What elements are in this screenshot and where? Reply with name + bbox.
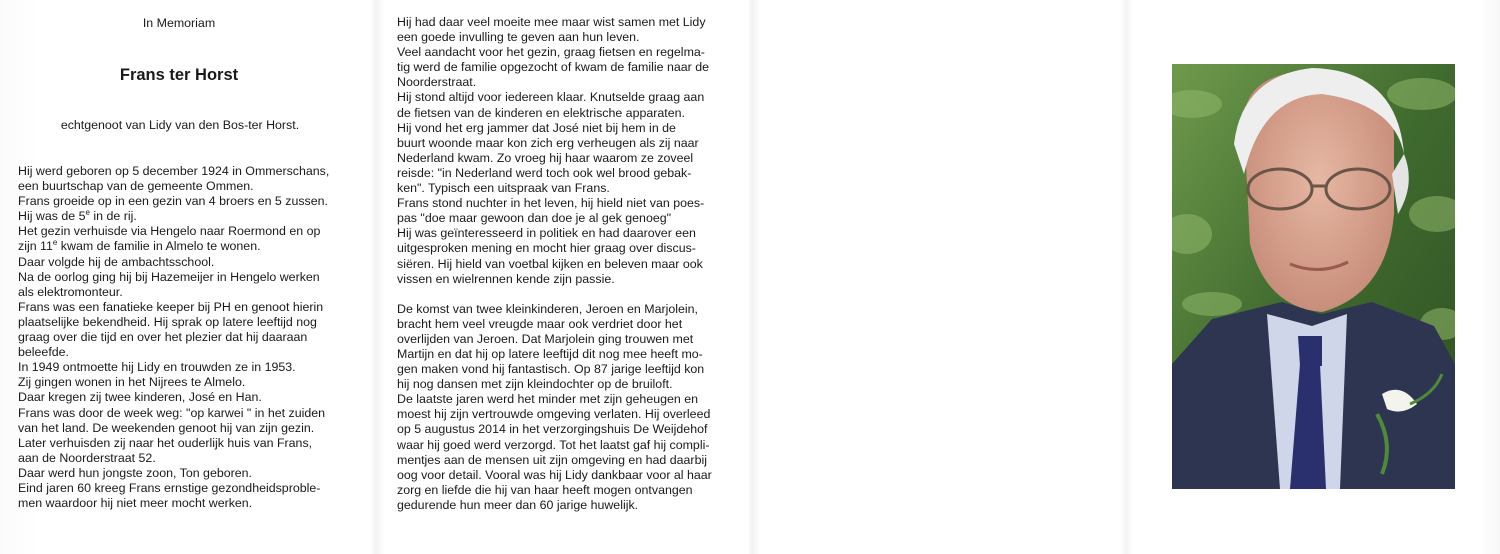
ordinal-suffix: e [85, 208, 90, 218]
text-line: Na de oorlog ging hij bij Hazemeijer in Hengelo werken [18, 269, 320, 284]
text-line: een buurtschap van de gemeente Ommen. [18, 179, 254, 194]
text-line: siëren. Hij hield van voetbal kijken en beleven maar ook [397, 256, 703, 271]
text-line: moest hij zijn vertrouwde omgeving verlaten. Hij overleed [397, 407, 711, 422]
deceased-name: Frans ter Horst [119, 66, 239, 84]
text-line: uitgesproken mening en mocht hier graag over discus- [397, 241, 696, 256]
text-line: mentjes aan de mensen uit zijn omgeving en had daarbij [397, 452, 707, 467]
text-line: als elektromonteur. [18, 284, 123, 299]
text-line: op 5 augustus 2014 in het verzorgingshuis De Weijdehof [397, 422, 708, 437]
text-line: Frans was een fanatieke keeper bij PH en genoot hierin [18, 299, 324, 314]
text-line: De laatste jaren werd het minder met zijn geheugen en [397, 392, 698, 407]
portrait-photo [1172, 64, 1455, 489]
in-memoriam-heading: In Memoriam [142, 16, 216, 30]
biography-column-1 [18, 164, 363, 511]
biography-column-2 [397, 15, 742, 513]
text-line: Frans stond nuchter in het leven, hij hield niet van poes- [397, 196, 705, 211]
text-line: Martijn en dat hij op latere leeftijd dit nog mee heeft mo- [397, 346, 703, 361]
text-line: een goede invulling te geven aan hun leven. [397, 30, 640, 45]
text-line: Daar volgde hij de ambachtsschool. [18, 254, 215, 269]
text-line: Hij vond het erg jammer dat José niet bij hem in de [397, 120, 676, 135]
text-line: Veel aandacht voor het gezin, graag fietsen en regelma- [397, 45, 705, 60]
text-fragment: kwam de familie in Almelo te wonen. [57, 239, 261, 254]
spouse-line: echtgenoot van Lidy van den Bos-ter Horst. [60, 118, 300, 132]
text-line: overlijden van Jeroen. Dat Marjolein ging trouwen met [397, 331, 694, 346]
text-line: ken". Typisch een uitspraak van Frans. [397, 181, 610, 196]
text-line: Frans groeide op in een gezin van 4 broers en 5 zussen. [18, 194, 328, 209]
text-line: Noorderstraat. [397, 75, 477, 90]
text-line: Later verhuisden zij naar het ouderlijk huis van Frans, [18, 435, 313, 450]
text-line: vissen en wielrennen kende zijn passie. [397, 271, 615, 286]
text-line: hij nog dansen met zijn kleindochter op de bruiloft. [397, 377, 673, 392]
text-line: gen maken vond hij fantastisch. Op 87 jarige leeftijd kon [397, 362, 705, 377]
text-line: de fietsen van de kinderen en elektrische apparaten. [397, 105, 685, 120]
text-line: van het land. De weekenden genoot hij van zijn gezin. [18, 420, 315, 435]
text-line: Daar werd hun jongste zoon, Ton geboren. [18, 465, 252, 480]
text-line: pas "doe maar gewoon dan doe je al gek genoeg" [397, 211, 672, 226]
text-line: Hij was geïnteresseerd in politiek en had daarover een [397, 226, 696, 241]
text-line: Nederland kwam. Zo vroeg hij haar waarom ze zoveel [397, 150, 694, 165]
text-line: Daar kregen zij twee kinderen, José en Han. [18, 390, 262, 405]
text-line: Het gezin verhuisde via Hengelo naar Roermond en op [18, 224, 321, 239]
text-line: zorg en liefde die hij van haar heeft mogen ontvangen [397, 482, 693, 497]
text-fragment: in de rij. [89, 209, 137, 224]
text-line: plaatselijke bekendheid. Hij sprak op latere leeftijd nog [18, 314, 317, 329]
text-line: graag over die tijd en over het plezier dat hij daaraan [18, 330, 308, 345]
text-line-fifth [18, 209, 363, 224]
text-line: oog voor detail. Vooral was hij Lidy dankbaar voor al haar [397, 467, 712, 482]
text-line: beleefde. [18, 345, 69, 360]
text-line: bracht hem veel vreugde maar ook verdriet door het [397, 316, 683, 331]
text-line: aan de Noorderstraat 52. [18, 450, 156, 465]
text-line: reisde: "in Nederland werd toch ook wel brood gebak- [397, 165, 692, 180]
text-line: Zij gingen wonen in het Nijrees te Almelo. [18, 375, 246, 390]
text-line: gedurende hun meer dan 60 jarige huwelijk. [397, 497, 639, 512]
text-fragment: zijn 11 [18, 239, 53, 254]
text-line: Hij had daar veel moeite mee maar wist samen met Lidy [397, 15, 706, 29]
text-line-eleventh [18, 239, 363, 254]
text-line: Eind jaren 60 kreeg Frans ernstige gezondheidsproble- [18, 480, 321, 495]
paragraph-gap [397, 287, 742, 302]
text-line: men waardoor hij niet meer mocht werken. [18, 496, 253, 511]
text-line: Frans was door de week weg: "op karwei " in het zuiden [18, 405, 326, 420]
text-line: waar hij goed werd verzorgd. Tot het laatst gaf hij compli- [397, 437, 710, 452]
text-line: buurt woonde maar kon zich erg verheugen als zij naar [397, 135, 699, 150]
text-line: tig werd de familie opgezocht of kwam de familie naar de [397, 60, 709, 75]
text-line: De komst van twee kleinkinderen, Jeroen en Marjolein, [397, 301, 698, 316]
text-line: Hij stond altijd voor iedereen klaar. Knutselde graag aan [397, 90, 705, 105]
ordinal-suffix: e [52, 238, 58, 248]
text-line: In 1949 ontmoette hij Lidy en trouwden ze in 1953. [18, 360, 296, 375]
text-line: Hij werd geboren op 5 december 1924 in Ommerschans, [18, 164, 330, 178]
text-fragment: Hij was de 5 [18, 209, 86, 224]
portrait-illustration [1172, 64, 1455, 489]
